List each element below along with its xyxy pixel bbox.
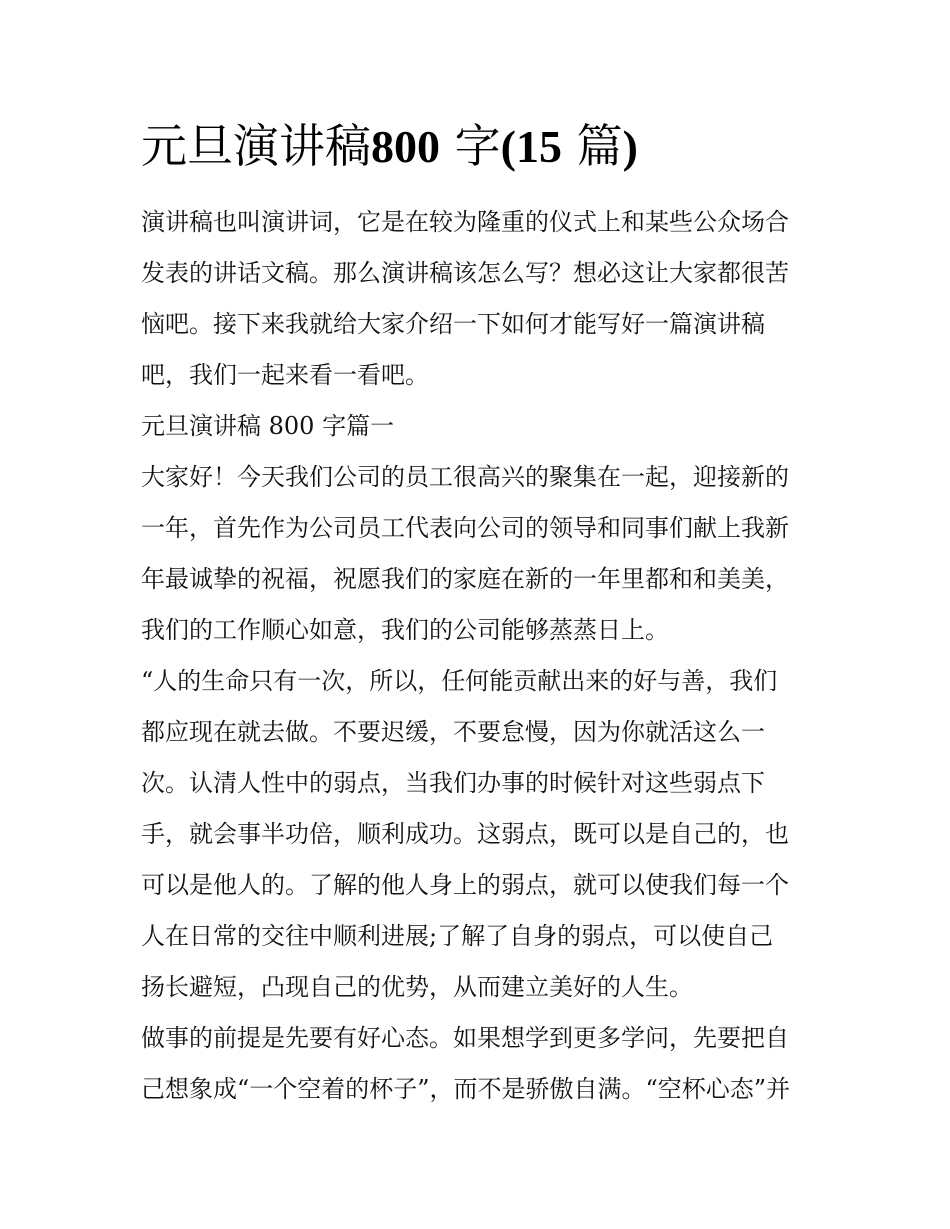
body-line: 人在日常的交往中顺利进展;了解了自身的弱点，可以使自己 [141, 922, 774, 950]
section-heading: 元旦演讲稿 800 字篇一 [141, 412, 395, 440]
document-body [141, 197, 813, 1115]
body-line: 恼吧。接下来我就给大家介绍一下如何才能写好一篇演讲稿 [141, 310, 765, 338]
body-line: 发表的讲话文稿。那么演讲稿该怎么写？想必这让大家都很苦 [141, 259, 789, 287]
body-line: 扬长避短，凸现自己的优势，从而建立美好的人生。 [141, 973, 693, 1001]
title-mid: 字 [440, 119, 501, 173]
body-line: “人的生命只有一次，所以，任何能贡献出来的好与善，我们 [141, 667, 778, 695]
title-number: 800 [371, 121, 440, 172]
body-line: 己想象成“一个空着的杯子”，而不是骄傲自满。“空杯心态”并 [141, 1075, 791, 1103]
body-line: 吧，我们一起来看一看吧。 [141, 361, 429, 389]
body-line: 做事的前提是先要有好心态。如果想学到更多学问，先要把自 [141, 1024, 789, 1052]
body-line: 一年，首先作为公司员工代表向公司的领导和同事们献上我新 [141, 514, 789, 542]
body-line: 次。认清人性中的弱点，当我们办事的时候针对这些弱点下 [141, 769, 765, 797]
title-count: (15 [500, 121, 562, 172]
body-line: 手，就会事半功倍，顺利成功。这弱点，既可以是自己的，也 [141, 820, 789, 848]
body-line: 我们的工作顺心如意，我们的公司能够蒸蒸日上。 [141, 616, 669, 644]
body-line: 大家好！今天我们公司的员工很高兴的聚集在一起，迎接新的 [141, 463, 789, 491]
title-pian: 篇 [561, 119, 623, 173]
document-title [141, 116, 638, 177]
body-line: 都应现在就去做。不要迟缓，不要怠慢，因为你就活这么一 [141, 718, 765, 746]
title-prefix: 元旦演讲稿 [141, 119, 371, 173]
body-line: 可以是他人的。了解的他人身上的弱点，就可以使我们每一个 [141, 871, 789, 899]
body-line: 演讲稿也叫演讲词，它是在较为隆重的仪式上和某些公众场合 [141, 208, 789, 236]
title-close: ) [622, 121, 638, 172]
body-line: 年最诚挚的祝福，祝愿我们的家庭在新的一年里都和和美美， [141, 565, 789, 593]
